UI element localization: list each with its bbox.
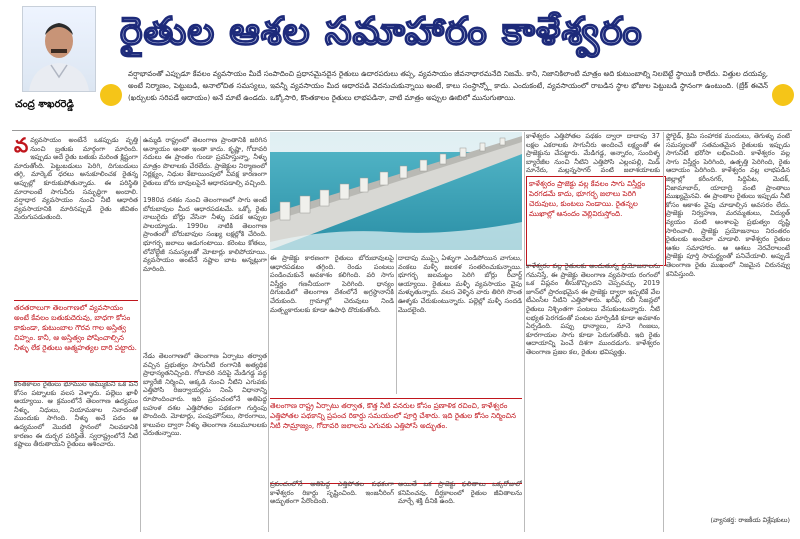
byline: (వ్యాసకర్త: రాజకీయ విశ్లేషకులు) bbox=[710, 516, 790, 524]
column-3-bottom: ప్రపంచంలోనే అతిపెద్ద ఎత్తిపోతల పథకంగా కాళేశ్వరం రికార్డు సృష్టించింది. ఇంజనీరింగ్ అద్భుతంగా పేరొందింది. bbox=[270, 480, 394, 506]
drop-cap: వ bbox=[14, 136, 29, 157]
intro-paragraph: వర్షాభావంతో ఎప్పుడూ కేవలం వ్యవసాయం మీదే సంపాదించి ప్రధానమైనదైన రైతులు ఉదారపరులు తప్ప, వ్యవసాయం జీవనాధారమనేది నిజమే. కానీ, నిజానికిలాంటి మాత్రం అది కుటుంబాల్ని నిలబెట్టే స్థాయికి రాలేదు. విత్తుల దయవ్య, అంటే నిర్మాణం, పెట్టుబడి, అనాలోచిత సమస్యలు, ఇవన్నీ వ్యవసాయం మీద ఆధారపడి వెదనుచుకున్నాయి అంటే, కాలు సంస్థాన్న్లో కాదు. ఎందుకంటే, వ్యవసాయంలో రాబడిన స్థాల భోజుల పెట్టుబడి స్థానంగా ఉంటుంది. (బ్రేక్ ఈవెన్ (ఖర్చులకు సరిపడే ఆదాయం) అనే మాటే ఉండదు. ఒక్కోసారి, కొంతకాలం రైతులు లాభపడినా, వాటి మాత్రం అప్పుల ఊబిలో మునుగుతాయి. bbox=[128, 69, 768, 102]
author-photo bbox=[22, 6, 96, 92]
column-divider bbox=[396, 254, 397, 394]
column-divider bbox=[663, 132, 664, 532]
pull-quote: తెలంగాణ రాష్ట్ర ఏర్పాటు తర్వాత, కొత్త నీటి వనరుల కోసం ప్రణాళిక రచించి, కాళేశ్వరం ఎత్తిపోతల పథకాన్ని ప్రపంచ రికార్డు సమయంలో పూర్తి చేశారు. ఇది రైతుల కోసం నిర్మించిన నీటి సామ్రాజ్యం, గోదావరి జలాలను ఎగువకు ఎత్తిపోసే అద్భుతం. bbox=[270, 398, 522, 484]
body-paragraph: వ్యవసాయం అంటేనే ఒకప్పుడు వృత్తి నుంచి బ్రతుకు మార్గంగా మారింది. ఇప్పుడు అదే రైతు బతుకు మరింత క్లిష్టంగా మారుతోంది. పెట్టుబడులు పెరిగి, దిగుబడులు తగ్గి, మార్కెట్ ధరలు అనుకూలించక రైతన్న అప్పుల్లో కూరుకుపోతున్నాడు. ఈ పరిస్థితి మారాలంటే సాగునీరు సమృద్ధిగా అందాలి. వర్షాధార వ్యవసాయం నుంచి నీటి ఆధారిత వ్యవసాయానికి మారినప్పుడే రైతు జీవితం మెరుగుపడుతుంది. bbox=[14, 136, 138, 222]
header-rule bbox=[12, 130, 792, 131]
headline: రైతుల ఆశల సమాహారం కాళేశ్వరం bbox=[120, 9, 643, 53]
author-name: చంద్ర శాఖరరెడ్డి bbox=[15, 99, 74, 110]
sun-icon bbox=[772, 84, 794, 106]
column-divider bbox=[140, 136, 141, 532]
column-2-top: ఉమ్మడి రాష్ట్రంలో తెలంగాణ ప్రాంతానికి జరిగిన అన్యాయం అంతా ఇంతా కాదు. కృష్ణా, గోదావరి నదులు ఈ ప్రాంతం గుండా ప్రవహిస్తున్నా, నీళ్ళు మాత్రం పొలాలకు చేరలేదు. ప్రాజెక్టుల నిర్మాణంలో నిర్లక్ష్యం, నిధుల కేటాయింపులో వివక్ష కారణంగా రైతులు బోరు బావులపైనే ఆధారపడాల్సి వచ్చింది. bbox=[143, 136, 267, 187]
pull-quote: తరతరాలుగా తెలంగాణలో వ్యవసాయం అంటే కేవలం బతుకుదెరువు, బాధగా కోసం కాకుండా, కుటుంబాల గౌరవ గాల అస్తిత్వ చిహ్నం. కానీ, ఆ అస్తిత్వం పోషించాల్సిన నీళ్ళు లేక రైతులు ఆత్మహత్యల దారి పట్టారు. bbox=[14, 300, 138, 382]
column-2-bottom: నేడు తెలంగాణలో తెలంగాణ ఏర్పాటు తర్వాత వచ్చిన ప్రభుత్వం సాగునీటి రంగానికి అత్యధిక ప్రాధాన్యతనిచ్చింది. గోదావరి నదిపై మేడిగడ్డ వద్ద బ్యారేజీ నిర్మించి, అక్కడి నుంచి నీటిని ఎగువకు ఎత్తిపోసి రిజర్వాయర్లను నింపే విధానాన్ని రూపొందించారు. ఇది ప్రపంచంలోనే అతిపెద్ద బహుళ దశల ఎత్తిపోతల పథకంగా గుర్తింపు పొందింది. మోటార్లు, పంపుహౌస్‌లు, సొరంగాలు, కాలువల ద్వారా నీళ్ళు తెలంగాణ నలుమూలలకు చేరుతున్నాయి. bbox=[143, 352, 267, 438]
column-3-middle: ఈ ప్రాజెక్టు కారణంగా రైతులు బోరుబావులపై ఆధారపడటం తగ్గింది. రెండు పంటలు పండించుకునే అవకాశం కలిగింది. వరి సాగు విస్తీర్ణం గణనీయంగా పెరిగింది. ధాన్యం దిగుబడిలో తెలంగాణ దేశంలోనే అగ్రస్థానానికి చేరుకుంది. గ్రామాల్లో చెరువులు నిండి మత్స్యకారులకు కూడా ఉపాధి దొరుకుతోంది. bbox=[270, 254, 394, 314]
dam-photo bbox=[270, 132, 522, 250]
column-divider bbox=[524, 132, 525, 532]
column-divider bbox=[268, 254, 269, 532]
column-5-bottom: కాళేశ్వరం వల్ల రైతులకు అందుతున్న ప్రయోజనాలను గమనిస్తే, ఈ ప్రాజెక్టు తెలంగాణ వ్యవసాయ రంగంలో ఒక విప్లవం తీసుకొచ్చిందని చెప్పవచ్చు. 2019 జూన్‌లో ప్రారంభమైన ఈ ప్రాజెక్టు ద్వారా ఇప్పటికే వేల టీఎంసీల నీటిని ఎత్తిపోశారు. ఖరీఫ్, రబీ సీజన్లలో రైతులు నిశ్చింతగా పంటలు వేసుకుంటున్నారు. నీటి లభ్యత పెరగడంతో పంటల మార్పిడికి కూడా అవకాశం ఏర్పడింది. పప్పు ధాన్యాలు, నూనె గింజలు, కూరగాయల సాగు కూడా పెరుగుతోంది. ఇది రైతు ఆదాయాన్ని పెంచే దిశగా ముందడుగు. కాళేశ్వరం తెలంగాణ ప్రజల కల, రైతుల భవిష్యత్తు. bbox=[526, 262, 660, 356]
column-5-top: కాళేశ్వరం ఎత్తిపోతల పథకం ద్వారా దాదాపు 37 లక్షల ఎకరాలకు సాగునీరు అందించే లక్ష్యంతో ఈ ప్రాజెక్టును చేపట్టారు. మేడిగడ్డ, అన్నారం, సుందిళ్ళ బ్యారేజీల నుంచి నీటిని ఎత్తిపోసి ఎల్లంపల్లి, మిడ్ మానేరు, మల్లన్నసాగర్ వంటి జలాశయాలకు bbox=[526, 132, 660, 174]
column-4-bottom: అయితే ఒక ప్రాజెక్టు ఫలితాలు ఒక్కరోజులో కనిపించవు. దీర్ఘకాలంలో రైతుల జీవితాలను మార్చే శక్తి దీనికి ఉంది. bbox=[398, 480, 522, 506]
column-1-top bbox=[14, 136, 138, 296]
column-2-middle: 1980వ దశకం నుంచి తెలంగాణలో సాగు అంటే బోరుబావుల మీద ఆధారపడటమే. ఒక్కో రైతు నాలుగైదు బోర్లు వేసినా నీళ్ళు పడక అప్పుల పాలయ్యాడు. 1990ల నాటికి తెలంగాణ ప్రాంతంలో బోరుబావుల సంఖ్య లక్షల్లోకి చేరింది. భూగర్భ జలాలు అడుగంటాయి. కరెంటు కోతలు, లోవోల్టేజీ సమస్యలతో మోటార్లు కాలిపోయాయి. వ్యవసాయం అంటేనే నష్టాల బాట అన్నట్లుగా మారింది. bbox=[143, 196, 267, 273]
sun-icon bbox=[100, 84, 122, 106]
column-6: ఫ్లోరైడ్, క్రిమి సంహారక మందులు, తెగుళ్ళు వంటి సమస్యలతో సతమతమైన రైతులకు ఇప్పుడు సాగునీటి భరోసా లభించింది. కాళేశ్వరం వల్ల సాగు విస్తీర్ణం పెరిగింది, ఉత్పత్తి పెరిగింది, రైతు ఆదాయం పెరిగింది. కాళేశ్వరం వల్ల లాభపడిన జిల్లాల్లో కరీంనగర్, సిద్దిపేట, మెదక్, నిజామాబాద్, యాదాద్రి వంటి ప్రాంతాలు ముఖ్యమైనవి. ఈ ప్రాంతాల రైతులు ఇప్పుడు నీటి కోసం ఆకాశం వైపు చూడాల్సిన అవసరం లేదు. ప్రాజెక్టు నిర్వహణ, మరమ్మతులు, విద్యుత్ వ్యయం వంటి అంశాలపై ప్రభుత్వం దృష్టి సారించాలి. ప్రాజెక్టు ప్రయోజనాలు నిరంతరం రైతులకు అందేలా చూడాలి. కాళేశ్వరం రైతుల ఆశల సమాహారం. ఆ ఆశలు నెరవేరాలంటే ప్రాజెక్టు పూర్తి సామర్థ్యంతో పనిచేయాలి. అప్పుడే తెలంగాణ రైతు ముఖంలో నిజమైన చిరునవ్వు కనిపిస్తుంది. bbox=[666, 132, 790, 278]
column-4-middle: దాదాపు ముప్పై ఏళ్ళుగా ఎండిపోయిన వాగులు, వంకలు మళ్ళీ జలకళ సంతరించుకున్నాయి. భూగర్భ జలమట్టం పెరిగి బోర్లు రీచార్జ్ అయ్యాయి. రైతులు మళ్ళీ వ్యవసాయం వైపు మళ్ళుతున్నారు. వలస వెళ్ళిన వారు తిరిగి సొంత ఊళ్ళకు చేరుకుంటున్నారు. పల్లెల్లో మళ్ళీ సందడి మొదలైంది. bbox=[398, 254, 522, 314]
column-1-bottom: కొంతకాలం రైతులు భూముల అమ్ముకుని ఒక పని కోసం పట్నాలకు వలస వెళ్ళారు. పల్లెలు ఖాళీ అయ్యాయి. ఆ క్రమంలోనే తెలంగాణ ఉద్యమం నీళ్ళు, నిధులు, నియామకాల నినాదంతో ముందుకు సాగింది. నీళ్ళు అనే పదం ఆ ఉద్యమంలో మొదటి స్థానంలో నిలవడానికి కారణం ఈ దుర్భర పరిస్థితే. స్వరాష్ట్రంలోనే నీటి కష్టాలు తీరుతాయని రైతులు ఆశించారు. bbox=[14, 380, 138, 449]
pull-quote: కాళేశ్వరం ప్రాజెక్టు వల్ల కేవలం సాగు విస్తీర్ణం పెరగడమే కాదు, భూగర్భ జలాలు పెరిగి చెరువులు, కుంటలు నిండాయి. రైతన్నల ముఖాల్లో ఆనందం వెల్లివిరుస్తోంది. bbox=[526, 176, 666, 266]
